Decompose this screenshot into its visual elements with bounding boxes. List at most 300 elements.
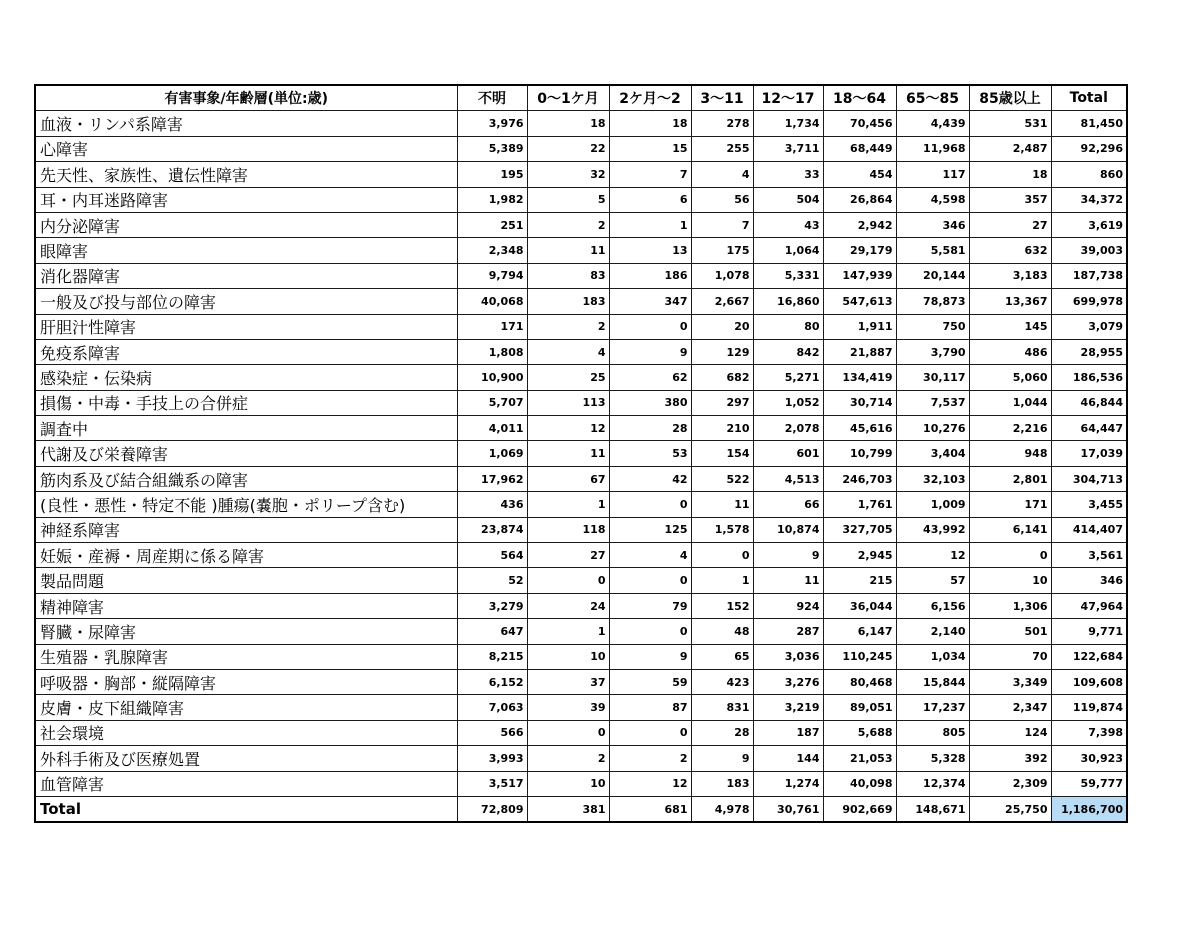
value-cell[interactable]: 33 <box>753 162 823 187</box>
value-cell[interactable]: 246,703 <box>823 466 896 491</box>
value-cell[interactable]: 46,844 <box>1051 390 1127 415</box>
row-label-cell[interactable]: 神経系障害 <box>35 517 457 542</box>
value-cell[interactable]: 3,219 <box>753 695 823 720</box>
value-cell[interactable]: 1,069 <box>457 441 527 466</box>
value-cell[interactable]: 5,060 <box>969 365 1051 390</box>
value-cell[interactable]: 110,245 <box>823 644 896 669</box>
value-cell[interactable]: 3,455 <box>1051 492 1127 517</box>
value-cell[interactable]: 25 <box>527 365 609 390</box>
value-cell[interactable]: 2,487 <box>969 136 1051 161</box>
value-cell[interactable]: 3,404 <box>896 441 969 466</box>
value-cell[interactable]: 11,968 <box>896 136 969 161</box>
value-cell[interactable]: 9 <box>753 543 823 568</box>
value-cell[interactable]: 3,036 <box>753 644 823 669</box>
value-cell[interactable]: 40,098 <box>823 771 896 796</box>
value-cell[interactable]: 5,581 <box>896 238 969 263</box>
row-label-cell[interactable]: 呼吸器・胸部・縦隔障害 <box>35 669 457 694</box>
value-cell[interactable]: 5,707 <box>457 390 527 415</box>
header-cell[interactable]: 0〜1ケ月 <box>527 85 609 111</box>
value-cell[interactable]: 147,939 <box>823 263 896 288</box>
value-cell[interactable]: 15 <box>609 136 691 161</box>
row-label-cell[interactable]: (良性・悪性・特定不能 )腫瘍(嚢胞・ポリープ含む) <box>35 492 457 517</box>
value-cell[interactable]: 842 <box>753 339 823 364</box>
row-label-cell[interactable]: 血管障害 <box>35 771 457 796</box>
value-cell[interactable]: 187,738 <box>1051 263 1127 288</box>
value-cell[interactable]: 5,389 <box>457 136 527 161</box>
value-cell[interactable]: 215 <box>823 568 896 593</box>
value-cell[interactable]: 125 <box>609 517 691 542</box>
value-cell[interactable]: 3,993 <box>457 746 527 771</box>
total-label-cell[interactable]: Total <box>35 796 457 822</box>
value-cell[interactable]: 2,078 <box>753 416 823 441</box>
row-label-cell[interactable]: 消化器障害 <box>35 263 457 288</box>
header-cell[interactable]: 2ケ月〜2 <box>609 85 691 111</box>
value-cell[interactable]: 501 <box>969 619 1051 644</box>
value-cell[interactable]: 34,372 <box>1051 187 1127 212</box>
value-cell[interactable]: 171 <box>457 314 527 339</box>
value-cell[interactable]: 89,051 <box>823 695 896 720</box>
value-cell[interactable]: 2,667 <box>691 289 753 314</box>
row-label-cell[interactable]: 社会環境 <box>35 720 457 745</box>
value-cell[interactable]: 6 <box>609 187 691 212</box>
value-cell[interactable]: 119,874 <box>1051 695 1127 720</box>
value-cell[interactable]: 5,328 <box>896 746 969 771</box>
value-cell[interactable]: 4,598 <box>896 187 969 212</box>
value-cell[interactable]: 39,003 <box>1051 238 1127 263</box>
value-cell[interactable]: 45,616 <box>823 416 896 441</box>
total-value-cell[interactable]: 72,809 <box>457 796 527 822</box>
value-cell[interactable]: 1,064 <box>753 238 823 263</box>
value-cell[interactable]: 124 <box>969 720 1051 745</box>
value-cell[interactable]: 37 <box>527 669 609 694</box>
value-cell[interactable]: 1,044 <box>969 390 1051 415</box>
value-cell[interactable]: 0 <box>609 492 691 517</box>
row-label-cell[interactable]: 妊娠・産褥・周産期に係る障害 <box>35 543 457 568</box>
value-cell[interactable]: 0 <box>609 720 691 745</box>
value-cell[interactable]: 3,183 <box>969 263 1051 288</box>
value-cell[interactable]: 0 <box>527 720 609 745</box>
value-cell[interactable]: 10,900 <box>457 365 527 390</box>
grand-total-cell[interactable]: 1,186,700 <box>1051 796 1127 822</box>
value-cell[interactable]: 423 <box>691 669 753 694</box>
value-cell[interactable]: 278 <box>691 111 753 136</box>
value-cell[interactable]: 66 <box>753 492 823 517</box>
value-cell[interactable]: 79 <box>609 593 691 618</box>
value-cell[interactable]: 27 <box>527 543 609 568</box>
value-cell[interactable]: 2,309 <box>969 771 1051 796</box>
value-cell[interactable]: 183 <box>691 771 753 796</box>
row-label-cell[interactable]: 製品問題 <box>35 568 457 593</box>
row-label-cell[interactable]: 皮膚・皮下組織障害 <box>35 695 457 720</box>
value-cell[interactable]: 2 <box>527 314 609 339</box>
value-cell[interactable]: 210 <box>691 416 753 441</box>
value-cell[interactable]: 40,068 <box>457 289 527 314</box>
row-label-cell[interactable]: 調査中 <box>35 416 457 441</box>
value-cell[interactable]: 48 <box>691 619 753 644</box>
value-cell[interactable]: 699,978 <box>1051 289 1127 314</box>
table-row <box>35 746 1127 771</box>
value-cell[interactable]: 1 <box>691 568 753 593</box>
value-cell[interactable]: 18 <box>609 111 691 136</box>
value-cell[interactable]: 30,714 <box>823 390 896 415</box>
row-label-cell[interactable]: 先天性、家族性、遺伝性障害 <box>35 162 457 187</box>
value-cell[interactable]: 80,468 <box>823 669 896 694</box>
value-cell[interactable]: 11 <box>691 492 753 517</box>
value-cell[interactable]: 2,216 <box>969 416 1051 441</box>
value-cell[interactable]: 171 <box>969 492 1051 517</box>
value-cell[interactable]: 2,942 <box>823 212 896 237</box>
value-cell[interactable]: 12,374 <box>896 771 969 796</box>
value-cell[interactable]: 43,992 <box>896 517 969 542</box>
value-cell[interactable]: 12 <box>609 771 691 796</box>
value-cell[interactable]: 8,215 <box>457 644 527 669</box>
value-cell[interactable]: 2,945 <box>823 543 896 568</box>
value-cell[interactable]: 1 <box>527 619 609 644</box>
row-label-cell[interactable]: 眼障害 <box>35 238 457 263</box>
value-cell[interactable]: 3,711 <box>753 136 823 161</box>
value-cell[interactable]: 1,078 <box>691 263 753 288</box>
value-cell[interactable]: 4,513 <box>753 466 823 491</box>
value-cell[interactable]: 948 <box>969 441 1051 466</box>
value-cell[interactable]: 2,140 <box>896 619 969 644</box>
row-label-cell[interactable]: 感染症・伝染病 <box>35 365 457 390</box>
value-cell[interactable]: 80 <box>753 314 823 339</box>
value-cell[interactable]: 0 <box>609 314 691 339</box>
value-cell[interactable]: 380 <box>609 390 691 415</box>
value-cell[interactable]: 11 <box>527 441 609 466</box>
value-cell[interactable]: 70 <box>969 644 1051 669</box>
table-row <box>35 568 1127 593</box>
value-cell[interactable]: 117 <box>896 162 969 187</box>
value-cell[interactable]: 1,911 <box>823 314 896 339</box>
value-cell[interactable]: 1,734 <box>753 111 823 136</box>
value-cell[interactable]: 36,044 <box>823 593 896 618</box>
value-cell[interactable]: 56 <box>691 187 753 212</box>
value-cell[interactable]: 68,449 <box>823 136 896 161</box>
total-value-cell[interactable]: 4,978 <box>691 796 753 822</box>
value-cell[interactable]: 6,141 <box>969 517 1051 542</box>
value-cell[interactable]: 122,684 <box>1051 644 1127 669</box>
row-label-cell[interactable]: 筋肉系及び結合組織系の障害 <box>35 466 457 491</box>
value-cell[interactable]: 16,860 <box>753 289 823 314</box>
value-cell[interactable]: 92,296 <box>1051 136 1127 161</box>
value-cell[interactable]: 4,439 <box>896 111 969 136</box>
value-cell[interactable]: 0 <box>609 619 691 644</box>
value-cell[interactable]: 20,144 <box>896 263 969 288</box>
value-cell[interactable]: 1,982 <box>457 187 527 212</box>
value-cell[interactable]: 10,874 <box>753 517 823 542</box>
value-cell[interactable]: 924 <box>753 593 823 618</box>
value-cell[interactable]: 601 <box>753 441 823 466</box>
value-cell[interactable]: 47,964 <box>1051 593 1127 618</box>
value-cell[interactable]: 52 <box>457 568 527 593</box>
value-cell[interactable]: 27 <box>969 212 1051 237</box>
row-label-cell[interactable]: 心障害 <box>35 136 457 161</box>
value-cell[interactable]: 12 <box>896 543 969 568</box>
value-cell[interactable]: 30,923 <box>1051 746 1127 771</box>
total-value-cell[interactable]: 148,671 <box>896 796 969 822</box>
table-row <box>35 441 1127 466</box>
value-cell[interactable]: 3,276 <box>753 669 823 694</box>
value-cell[interactable]: 10,799 <box>823 441 896 466</box>
table-row <box>35 771 1127 796</box>
value-cell[interactable]: 0 <box>527 568 609 593</box>
value-cell[interactable]: 392 <box>969 746 1051 771</box>
value-cell[interactable]: 3,976 <box>457 111 527 136</box>
value-cell[interactable]: 255 <box>691 136 753 161</box>
value-cell[interactable]: 647 <box>457 619 527 644</box>
table-body <box>35 111 1127 822</box>
value-cell[interactable]: 1,052 <box>753 390 823 415</box>
header-cell[interactable]: 12〜17 <box>753 85 823 111</box>
value-cell[interactable]: 32,103 <box>896 466 969 491</box>
value-cell[interactable]: 346 <box>896 212 969 237</box>
value-cell[interactable]: 9 <box>691 746 753 771</box>
row-label-cell[interactable]: 一般及び投与部位の障害 <box>35 289 457 314</box>
value-cell[interactable]: 860 <box>1051 162 1127 187</box>
value-cell[interactable]: 0 <box>609 568 691 593</box>
value-cell[interactable]: 251 <box>457 212 527 237</box>
value-cell[interactable]: 7,398 <box>1051 720 1127 745</box>
table-row <box>35 365 1127 390</box>
value-cell[interactable]: 28 <box>691 720 753 745</box>
value-cell[interactable]: 2 <box>527 746 609 771</box>
value-cell[interactable]: 3,079 <box>1051 314 1127 339</box>
value-cell[interactable]: 78,873 <box>896 289 969 314</box>
value-cell[interactable]: 186 <box>609 263 691 288</box>
value-cell[interactable]: 5 <box>527 187 609 212</box>
value-cell[interactable]: 2,348 <box>457 238 527 263</box>
value-cell[interactable]: 1,009 <box>896 492 969 517</box>
value-cell[interactable]: 113 <box>527 390 609 415</box>
value-cell[interactable]: 3,349 <box>969 669 1051 694</box>
value-cell[interactable]: 17,039 <box>1051 441 1127 466</box>
value-cell[interactable]: 566 <box>457 720 527 745</box>
header-cell[interactable]: 不明 <box>457 85 527 111</box>
value-cell[interactable]: 5,688 <box>823 720 896 745</box>
total-value-cell[interactable]: 902,669 <box>823 796 896 822</box>
row-label-cell[interactable]: 代謝及び栄養障害 <box>35 441 457 466</box>
value-cell[interactable]: 9 <box>609 339 691 364</box>
value-cell[interactable]: 2 <box>527 212 609 237</box>
row-label-cell[interactable]: 損傷・中毒・手技上の合併症 <box>35 390 457 415</box>
value-cell[interactable]: 547,613 <box>823 289 896 314</box>
value-cell[interactable]: 13 <box>609 238 691 263</box>
value-cell[interactable]: 304,713 <box>1051 466 1127 491</box>
value-cell[interactable]: 10,276 <box>896 416 969 441</box>
value-cell[interactable]: 20 <box>691 314 753 339</box>
value-cell[interactable]: 187 <box>753 720 823 745</box>
value-cell[interactable]: 522 <box>691 466 753 491</box>
value-cell[interactable]: 346 <box>1051 568 1127 593</box>
value-cell[interactable]: 144 <box>753 746 823 771</box>
value-cell[interactable]: 62 <box>609 365 691 390</box>
value-cell[interactable]: 10 <box>527 644 609 669</box>
value-cell[interactable]: 632 <box>969 238 1051 263</box>
value-cell[interactable]: 183 <box>527 289 609 314</box>
value-cell[interactable]: 81,450 <box>1051 111 1127 136</box>
row-label-cell[interactable]: 肝胆汁性障害 <box>35 314 457 339</box>
value-cell[interactable]: 3,279 <box>457 593 527 618</box>
value-cell[interactable]: 13,367 <box>969 289 1051 314</box>
value-cell[interactable]: 414,407 <box>1051 517 1127 542</box>
total-value-cell[interactable]: 381 <box>527 796 609 822</box>
table-row <box>35 669 1127 694</box>
value-cell[interactable]: 7,537 <box>896 390 969 415</box>
table-row <box>35 593 1127 618</box>
value-cell[interactable]: 39 <box>527 695 609 720</box>
value-cell[interactable]: 3,561 <box>1051 543 1127 568</box>
value-cell[interactable]: 67 <box>527 466 609 491</box>
value-cell[interactable]: 436 <box>457 492 527 517</box>
value-cell[interactable]: 1,578 <box>691 517 753 542</box>
value-cell[interactable]: 1,034 <box>896 644 969 669</box>
value-cell[interactable]: 29,179 <box>823 238 896 263</box>
value-cell[interactable]: 21,887 <box>823 339 896 364</box>
row-label-cell[interactable]: 耳・内耳迷路障害 <box>35 187 457 212</box>
value-cell[interactable]: 2,801 <box>969 466 1051 491</box>
value-cell[interactable]: 145 <box>969 314 1051 339</box>
total-value-cell[interactable]: 681 <box>609 796 691 822</box>
value-cell[interactable]: 504 <box>753 187 823 212</box>
value-cell[interactable]: 1,306 <box>969 593 1051 618</box>
value-cell[interactable]: 59 <box>609 669 691 694</box>
value-cell[interactable]: 4 <box>527 339 609 364</box>
value-cell[interactable]: 805 <box>896 720 969 745</box>
value-cell[interactable]: 7,063 <box>457 695 527 720</box>
value-cell[interactable]: 12 <box>527 416 609 441</box>
value-cell[interactable]: 83 <box>527 263 609 288</box>
value-cell[interactable]: 53 <box>609 441 691 466</box>
value-cell[interactable]: 109,608 <box>1051 669 1127 694</box>
value-cell[interactable]: 10 <box>527 771 609 796</box>
value-cell[interactable]: 42 <box>609 466 691 491</box>
header-cell[interactable]: Total <box>1051 85 1127 111</box>
value-cell[interactable]: 23,874 <box>457 517 527 542</box>
value-cell[interactable]: 7 <box>691 212 753 237</box>
value-cell[interactable]: 3,517 <box>457 771 527 796</box>
row-label-cell[interactable]: 免疫系障害 <box>35 339 457 364</box>
value-cell[interactable]: 18 <box>969 162 1051 187</box>
value-cell[interactable]: 11 <box>527 238 609 263</box>
value-cell[interactable]: 831 <box>691 695 753 720</box>
value-cell[interactable]: 682 <box>691 365 753 390</box>
value-cell[interactable]: 9,771 <box>1051 619 1127 644</box>
header-cell[interactable]: 3〜11 <box>691 85 753 111</box>
total-value-cell[interactable]: 25,750 <box>969 796 1051 822</box>
value-cell[interactable]: 327,705 <box>823 517 896 542</box>
value-cell[interactable]: 0 <box>691 543 753 568</box>
value-cell[interactable]: 4 <box>609 543 691 568</box>
value-cell[interactable]: 28 <box>609 416 691 441</box>
row-label-cell[interactable]: 腎臓・尿障害 <box>35 619 457 644</box>
value-cell[interactable]: 1,274 <box>753 771 823 796</box>
row-label-cell[interactable]: 外科手術及び医療処置 <box>35 746 457 771</box>
value-cell[interactable]: 134,419 <box>823 365 896 390</box>
value-cell[interactable]: 486 <box>969 339 1051 364</box>
value-cell[interactable]: 6,152 <box>457 669 527 694</box>
value-cell[interactable]: 3,619 <box>1051 212 1127 237</box>
value-cell[interactable]: 6,156 <box>896 593 969 618</box>
row-label-cell[interactable]: 内分泌障害 <box>35 212 457 237</box>
value-cell[interactable]: 17,237 <box>896 695 969 720</box>
value-cell[interactable]: 5,271 <box>753 365 823 390</box>
value-cell[interactable]: 750 <box>896 314 969 339</box>
value-cell[interactable]: 11 <box>753 568 823 593</box>
value-cell[interactable]: 9,794 <box>457 263 527 288</box>
value-cell[interactable]: 2 <box>609 746 691 771</box>
row-label-cell[interactable]: 生殖器・乳腺障害 <box>35 644 457 669</box>
value-cell[interactable]: 64,447 <box>1051 416 1127 441</box>
value-cell[interactable]: 24 <box>527 593 609 618</box>
value-cell[interactable]: 32 <box>527 162 609 187</box>
value-cell[interactable]: 87 <box>609 695 691 720</box>
value-cell[interactable]: 70,456 <box>823 111 896 136</box>
value-cell[interactable]: 30,117 <box>896 365 969 390</box>
value-cell[interactable]: 26,864 <box>823 187 896 212</box>
value-cell[interactable]: 357 <box>969 187 1051 212</box>
value-cell[interactable]: 4 <box>691 162 753 187</box>
value-cell[interactable]: 5,331 <box>753 263 823 288</box>
value-cell[interactable]: 564 <box>457 543 527 568</box>
value-cell[interactable]: 7 <box>609 162 691 187</box>
value-cell[interactable]: 28,955 <box>1051 339 1127 364</box>
value-cell[interactable]: 1,761 <box>823 492 896 517</box>
value-cell[interactable]: 1 <box>609 212 691 237</box>
value-cell[interactable]: 1 <box>527 492 609 517</box>
value-cell[interactable]: 195 <box>457 162 527 187</box>
value-cell[interactable]: 6,147 <box>823 619 896 644</box>
value-cell[interactable]: 186,536 <box>1051 365 1127 390</box>
header-cell[interactable]: 65〜85 <box>896 85 969 111</box>
value-cell[interactable]: 18 <box>527 111 609 136</box>
value-cell[interactable]: 65 <box>691 644 753 669</box>
value-cell[interactable]: 118 <box>527 517 609 542</box>
value-cell[interactable]: 154 <box>691 441 753 466</box>
value-cell[interactable]: 129 <box>691 339 753 364</box>
value-cell[interactable]: 347 <box>609 289 691 314</box>
value-cell[interactable]: 2,347 <box>969 695 1051 720</box>
row-label-cell[interactable]: 精神障害 <box>35 593 457 618</box>
value-cell[interactable]: 0 <box>969 543 1051 568</box>
value-cell[interactable]: 175 <box>691 238 753 263</box>
value-cell[interactable]: 287 <box>753 619 823 644</box>
header-cell[interactable]: 有害事象/年齢層(単位:歳) <box>35 85 457 111</box>
value-cell[interactable]: 454 <box>823 162 896 187</box>
value-cell[interactable]: 59,777 <box>1051 771 1127 796</box>
value-cell[interactable]: 152 <box>691 593 753 618</box>
total-row <box>35 796 1127 822</box>
value-cell[interactable]: 15,844 <box>896 669 969 694</box>
value-cell[interactable]: 17,962 <box>457 466 527 491</box>
value-cell[interactable]: 4,011 <box>457 416 527 441</box>
value-cell[interactable]: 10 <box>969 568 1051 593</box>
value-cell[interactable]: 531 <box>969 111 1051 136</box>
value-cell[interactable]: 3,790 <box>896 339 969 364</box>
value-cell[interactable]: 22 <box>527 136 609 161</box>
row-label-cell[interactable]: 血液・リンパ系障害 <box>35 111 457 136</box>
value-cell[interactable]: 21,053 <box>823 746 896 771</box>
value-cell[interactable]: 57 <box>896 568 969 593</box>
value-cell[interactable]: 43 <box>753 212 823 237</box>
value-cell[interactable]: 9 <box>609 644 691 669</box>
value-cell[interactable]: 1,808 <box>457 339 527 364</box>
header-cell[interactable]: 85歳以上 <box>969 85 1051 111</box>
value-cell[interactable]: 297 <box>691 390 753 415</box>
table-row <box>35 416 1127 441</box>
header-cell[interactable]: 18〜64 <box>823 85 896 111</box>
total-value-cell[interactable]: 30,761 <box>753 796 823 822</box>
